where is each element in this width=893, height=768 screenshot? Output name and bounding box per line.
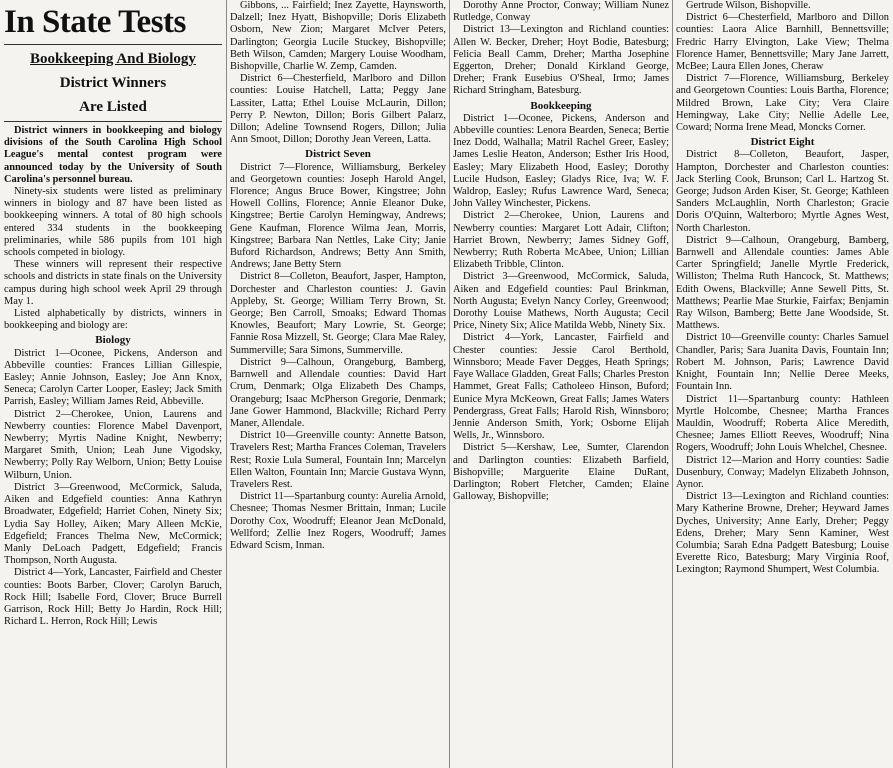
district-paragraph: District 4—York, Lancaster, Fairfield and Chester counties: Jessie Carol Berthold, Winnsboro; Meade Faver Degges, Heath Springs; Faye Wallace Gladden, Great Falls; Charles Preston Hammet, Great Falls; Catholeeo Hinson, Buford; Eunice Myra McKeown, Great Falls; James Waters Pendergrass, Great Falls; Harold Rish, Winnsboro; Jennie Anderson Smith, York; Osborne Elijah Wells, Jr., Winnsboro. [453, 332, 669, 442]
district-paragraph: District 9—Calhoun, Orangeburg, Bamberg, Barnwell and Allendale counties: David Hart Crum, Denmark; Olga Elizabeth Des Champs, Orangeburg; Isaac McPherson Gregorie, Denmark; Jane Gower Hammond, Blackville; Richard Perry Maner, Allendale. [230, 356, 446, 429]
column-4 [676, 0, 889, 768]
district-paragraph: Gertrude Wilson, Bishopville. [686, 0, 811, 11]
district-paragraph: District 12—Marion and Horry counties: Sadie Dusenbury, Conway; Madelyn Elizabeth Johnson, Aynor. [676, 454, 889, 490]
deck-line-1: Bookkeeping And Biology [30, 51, 196, 67]
district-paragraph: District 3—Greenwood, McCormick, Saluda, Aiken and Edgefield counties: Anna Kathryn Broadwater, Edgefield; Harriet Cohen, Ninety Six; Lydia Say Holley, Aiken; Mary Alleen McKie, Edgefield; Frances Thelma New, McCormick; Manly DeLoach Padgett, Edgefield; Francis Thompson, North Augusta. [4, 481, 222, 567]
district-paragraph: District 11—Spartanburg county: Hathleen Myrtle Holcombe, Chesnee; Martha Frances Mauldin, Woodruff; Roberta Alice Meredith, Chesnee; James Elliott Reeves, Woodruff; Nina Rogers, Woodruff; John Louis Whelchel, Chesnee. [676, 393, 889, 454]
district-paragraph: District 7—Florence, Williamsburg, Berkeley and Georgetown Counties: Louis Bartha, Florence; Mildred Brown, Lake City; Vera Claire Hemingway, Lake City; Nellie Adelle Lee, Coward; Norma Irene Mead, Moncks Corner. [676, 73, 889, 134]
section-heading-biology: Biology [95, 334, 131, 347]
district-paragraph: District 13—Lexington and Richland counties: Allen W. Becker, Dreher; Hoyt Bodie, Batesburg; Felicia Beall Camm, Dreher; Martha Josephine Eggerton, Dreher; Donald Kirkland George, Dreher; Frank Eusebius O'Sheal, Irmo; James Richard Stringham, Batesburg. [453, 24, 669, 97]
district-paragraph: District 6—Chesterfield, Marlboro and Dillon counties: Louise Hatchell, Latta; Peggy Jane Lassiter, Latta; Ethel Louise McLaurin, Dillon; Perry P. Newton, Dillon; Boris Gilbert Palarz, Dillon; Adeline Townsend Rogers, Dillon; Julia Ann Smoot, Dillon; Dorothy Jean Vereen, Latta. [230, 73, 446, 146]
column-3 [453, 0, 669, 768]
district-paragraph: Gibbons, ... Fairfield; Inez Zayette, Haynsworth, Dalzell; Inez Hyatt, Bishopville; Doris Elizabeth Osborn, New Zion; Margaret McIver Peters, Darlington; Georgia Lucile Stuckey, Bishopville; Beth Wilson, Camden; Margery Louise Woodham, Bishopville, Charlie W. Zemp, Camden. [230, 0, 446, 73]
district-paragraph: District 3—Greenwood, McCormick, Saluda, Aiken and Edgefield counties: Paul Brinkman, North Augusta; Evelyn Nancy Corley, Greenwood; Dorothy Louise Mathews, North Augusta; Cecil Price, Ninety Six; Alice Matilda Webb, Ninety Six. [453, 271, 669, 332]
headline: In State Tests [4, 4, 186, 40]
district-paragraph: District 4—York, Lancaster, Fairfield and Chester counties: Boots Barber, Clover; Carolyn Baruch, Rock Hill; Isabelle Ford, Clover; Bruce Burrell Garrison, Rock Hill; Betty Jo Hardin, Rock Hill; Richard L. Herron, Rock Hill; Lewis [4, 567, 222, 628]
district-paragraph: District 8—Colleton, Beaufort, Jasper, Hampton, Dorchester and Charleston counties: J. Gavin Appleby, St. George; William Terry Brown, St. George; Ben Carroll, Smoaks; Edward Thomas Knowles, Beaufort; Mary Lowrie, St. George; Fannie Rosa Mizzell, St. George; Clara Mae Raley, Summerville; Sara Simons, Summerville. [230, 271, 446, 356]
column-rule [449, 0, 450, 768]
intro-paragraph: District winners in bookkeeping and biology divisions of the South Carolina High School League's mental contest program were announced today by the University of South Carolina's personnel bureau. [4, 125, 222, 185]
district-paragraph: District 9—Calhoun, Orangeburg, Bamberg, Barnwell and Allendale counties: James Able Carter Springfield; Janelle Myrtle Frederick, Williston; Thelma Ruth Hancock, St. Matthews; Edith Owens, Blackville; Anne Sewell Pitts, St. Matthews; Pearlie Mae Sturkie, Fairfax; Benjamin Ray Wilson, Bamberg; Bette Jane Woodside, St. Matthews. [676, 234, 889, 332]
intro-paragraph: Ninety-six students were listed as preliminary winners in biology and 87 have been listed as bookkeeping winners. A total of 80 high schools entered 334 students in the bookkeeping preliminaries, while 586 pupils from 101 high schools competed in biology. [4, 186, 222, 259]
deck-line-2: District Winners [59, 75, 167, 91]
district-paragraph: District 2—Cherokee, Union, Laurens and Newberry counties: Margaret Lott Adair, Clifton; Harriet Brown, Newberry; James Sidney Goff, Newberry; Ruth Roberta McAbee, Union; Lillian Elizabeth Tribble, Clinton. [453, 210, 669, 271]
district-paragraph: District 10—Greenville county: Annette Batson, Travelers Rest; Martha Frances Coleman, Travelers Rest; Roxie Lula Sumeral, Fountain Inn; Marcelyn Ellen Walton, Fountain Inn; Marcie Gustava Wynn, Travelers Rest. [230, 430, 446, 490]
divider [4, 44, 222, 45]
column-2 [230, 0, 446, 768]
divider [4, 121, 222, 122]
district-paragraph: District 1—Oconee, Pickens, Anderson and Abbeville counties: Frances Lillian Gillespie, Easley; Annie Johnson, Easley; Joe Ann Knox, Seneca; Carolyn Carter Looper, Easley; Jack Smith Parrish, Easley; William James Reid, Abbeville. [4, 347, 222, 408]
section-heading-district-seven: District Seven [305, 148, 371, 161]
column-rule [672, 0, 673, 768]
district-paragraph: District 1—Oconee, Pickens, Anderson and Abbeville counties: Lenora Bearden, Seneca; Bertie Inez Dodd, Walhalla; Matril Rachel Greer, Easley; James Leslie Heaton, Anderson; Esther Iris Hood, Easley; Mary Elizabeth Hood, Easley; Dorothy Lucile Hudson, Easley; Gladys Rice, Iva; W. F. Waldrop, Easley; Rufus Lawrence Ward, Seneca; John Valley Winchester, Pickens. [453, 112, 669, 210]
district-paragraph: District 13—Lexington and Richland counties: Mary Katherine Browne, Dreher; Heyward James Dyches, University; Anne Early, Dreher; Peggy Edens, Dreher; Mary Senn Kaminer, West Columbia; Sarah Edna Padgett Batesburg; Louise Everette Rico, Batesburg; Mary Virginia Roof, Lexington; Raymond Shumpert, West Columbia. [676, 491, 889, 576]
district-paragraph: Dorothy Anne Proctor, Conway; William Nunez Rutledge, Conway [453, 0, 669, 24]
deck-line-3: Are Listed [79, 99, 147, 115]
district-paragraph: District 11—Spartanburg county: Aurelia Arnold, Chesnee; Thomas Nesmer Brittain, Inman; Lucile Dorothy Cox, Woodruff; Eleanor Jean McDonald, Wellford; Zellie Inez Rogers, Woodruff; James Edward Scism, Inman. [230, 491, 446, 551]
district-paragraph: District 8—Colleton, Beaufort, Jasper, Hampton, Dorchester and Charleston counties: Jack Sterling Cook, Brunson; Carl L. Hartzog St. George; Judson Arden Kiser, St. George; Kathleen Sanders McLaughlin, North Charleston; Gracie Doris O'Quinn, Walterboro; Myrtle Agnes West, North Charleston. [676, 149, 889, 234]
section-heading-district-eight: District Eight [750, 136, 815, 149]
intro-paragraph: These winners will represent their respective schools and districts in state finals on the University campus during high school week April 29 through May 1. [4, 259, 222, 307]
district-paragraph: District 5—Kershaw, Lee, Sumter, Clarendon and Darlington counties: Elizabeth Barfield, Bishopville; Marguerite Elaine DuRant, Darlington; Robert Fletcher, Camden; Elaine Galloway, Bishopville; [453, 442, 669, 503]
district-paragraph: District 6—Chesterfield, Marlboro and Dillon counties: Laora Alice Barnhill, Bennettsville; Fredric Harry Elvington, Lake View; Thelma Florence Hamer, Bennettsville; Mary Jane Jarrett, McBee; Laura Ellen Jones, Cheraw [676, 12, 889, 73]
intro-paragraph: Listed alphabetically by districts, winners in bookkeeping and biology are: [4, 308, 222, 332]
district-paragraph: District 7—Florence, Williamsburg, Berkeley and Georgetown counties: Joseph Harold Angel, Florence; Angus Bruce Bower, Kingstree; John Howell Collins, Florence; Annie Eleanor Duke, Kingstree; Bertie Carolyn Hemingway, Andrews; Gene Kaufman, Florence Wilma Jean, Morris, Kingstree; Barbara Nan Nettles, Lake City; Janie Buford Richardson, Andrews; Betty Ann Smith, Andrews; Jane Betty Stern [230, 161, 446, 271]
column-rule [226, 0, 227, 768]
district-paragraph: District 10—Greenville county: Charles Samuel Chandler, Paris; Sara Juanita Davis, Fountain Inn; Robert M. Johnson, Paris; Lawrence David Knight, Fountain Inn; Nellie Deree Meeks, Fountain Inn. [676, 332, 889, 393]
section-heading-bookkeeping: Bookkeeping [530, 99, 592, 112]
column-1 [4, 0, 222, 768]
district-paragraph: District 2—Cherokee, Union, Laurens and Newberry counties: Florence Mabel Davenport, Newberry; Myrtis Nadine Knight, Newberry; Margaret Smith, Union; Leah June Vigodsky, Newberry; Polly Ray Welborn, Union; Betty Louise Wilburn, Union. [4, 408, 222, 481]
